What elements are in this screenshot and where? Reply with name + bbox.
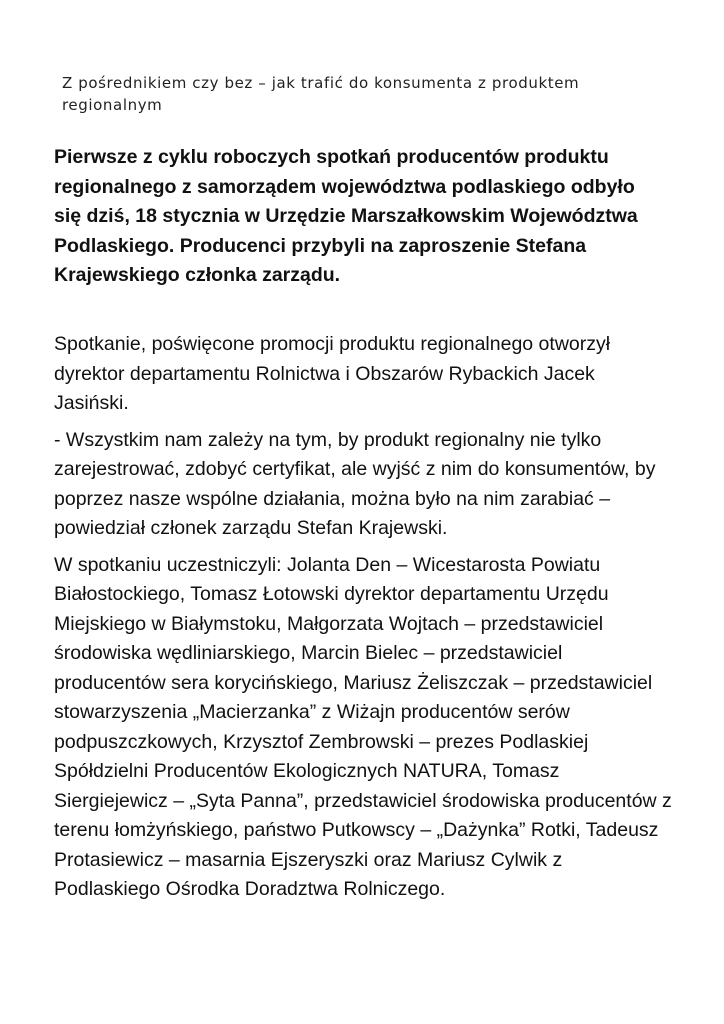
body-paragraph: Spotkanie, poświęcone promocji produktu regionalnego otworzył dyrektor departamentu Rolnictwa i Obszarów Rybackich Jacek Jasiński. [54, 333, 611, 414]
article-title: Z pośrednikiem czy bez – jak trafić do konsumenta z produktem regionalnym [62, 74, 580, 114]
body-paragraph-participants: W spotkaniu uczestniczyli: Jolanta Den – Wicestarosta Powiatu Białostockiego, Tomasz Łotowski dyrektor departamentu Urzędu Miejskiego w Białymstoku, Małgorzata Wojtach – przedstawiciel środowiska wędliniarskiego, Marcin Bielec – przedstawiciel producentów sera korycińskiego, Mariusz Żeliszczak – przedstawiciel stowarzyszenia „Macierzanka” z Wiżajn producentów serów podpuszczkowych, Krzysztof Zembrowski – prezes Podlaskiej Spółdzielni Producentów Ekologicznych NATURA, Tomasz Siergiejewicz – „Syta Panna”, przedstawiciel środowiska producentów z terenu łomżyńskiego, państwo Putkowscy – „Dażynka” Rotki, Tadeusz Protasiewicz – masarnia Ejszeryszki oraz Mariusz Cylwik z Podlaskiego Ośrodka Doradztwa Rolniczego. [54, 553, 672, 900]
body-paragraph-quote: - Wszystkim nam zależy na tym, by produkt regionalny nie tylko zarejestrować, zdobyć certyfikat, ale wyjść z nim do konsumentów, by poprzez nasze wspólne działania, można było na nim zarabiać – powiedział członek zarządu Stefan Krajewski. [54, 428, 656, 539]
article-lead: Pierwsze z cyklu roboczych spotkań producentów produktu regionalnego z samorządem województwa podlaskiego odbyło się dziś, 18 stycznia w Urzędzie Marszałkowskim Województwa Podlaskiego. Producenci przybyli na zaproszenie Stefana Krajewskiego członka zarządu. [54, 146, 638, 286]
article-body [54, 330, 672, 912]
